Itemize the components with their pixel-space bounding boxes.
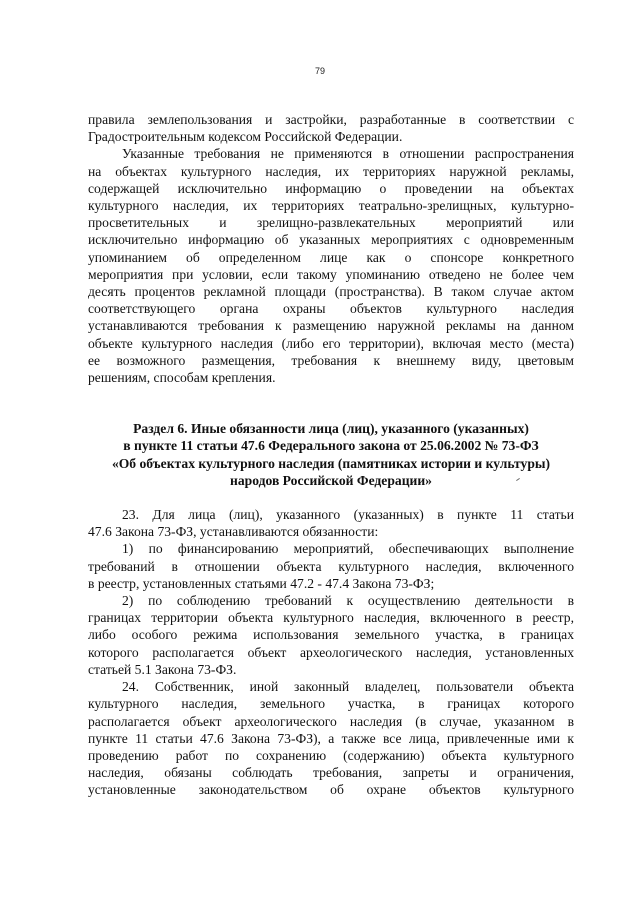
text-line: культурного наследия, земельного участка, в границах которого xyxy=(88,696,574,712)
text-line: мероприятия при условии, если такому упоминанию отведено не более чем xyxy=(88,266,574,282)
heading-line: «Об объектах культурного наследия (памятниках истории и культуры) xyxy=(111,455,551,471)
text-line: Указанные требования не применяются в отношении распространения xyxy=(122,146,574,162)
paragraph-23-item-2 xyxy=(88,592,574,678)
text-line: соответствующего органа охраны объектов культурного наследия xyxy=(88,301,574,317)
text-line: располагается объект археологического наследия (в случае, указанном в xyxy=(88,713,574,729)
text-line: ее возможного размещения, требования к внешнему виду, цветовым xyxy=(88,352,574,368)
page-body xyxy=(88,111,574,799)
text-line: десять процентов рекламной площади (пространства). В таком случае актом xyxy=(88,284,574,300)
text-line: исключительно информацию об указанных мероприятиях с одновременным xyxy=(88,232,574,248)
heading-line: Раздел 6. Иные обязанности лица (лиц), указанного (указанных) xyxy=(133,421,529,437)
text-line: либо особого режима использования земельного участка, в границах xyxy=(88,627,574,643)
paragraph-requirements-exception xyxy=(88,145,574,386)
text-line: требований в отношении объекта культурного наследия, включенного xyxy=(88,558,574,574)
section-heading xyxy=(88,420,574,489)
text-line: установленные законодательством об охране объектов культурного xyxy=(88,782,574,798)
text-line: 23. Для лица (лиц), указанного (указанных) в пункте 11 статьи xyxy=(122,507,574,523)
text-line: Градостроительным кодексом Российской Федерации. xyxy=(88,129,403,145)
text-line: просветительных и зрелищно-развлекательных мероприятий или xyxy=(88,215,574,231)
paragraph-23 xyxy=(88,506,574,540)
paragraph-continuation xyxy=(88,111,574,145)
text-line: границах территории объекта культурного наследия, включенного в реестр, xyxy=(88,610,574,626)
text-line: объекте культурного наследия (либо его территории), включая место (места) xyxy=(88,335,574,351)
paragraph-24 xyxy=(88,678,574,798)
page-number: 79 xyxy=(314,66,325,76)
text-line: правила землепользования и застройки, разработанные в соответствии с xyxy=(88,112,574,127)
text-line: наследия, обязаны соблюдать требования, запреты и ограничения, xyxy=(88,765,574,781)
text-line: решениям, способам крепления. xyxy=(88,370,276,386)
text-line: 2) по соблюдению требований к осуществлению деятельности в xyxy=(122,593,574,609)
text-line: упоминанием об определенном лице как о спонсоре конкретного xyxy=(88,249,574,265)
heading-line: народов Российской Федерации» xyxy=(230,472,432,488)
text-line: пункте 11 статьи 47.6 Закона 73-ФЗ), а также все лица, привлеченные ими к xyxy=(88,730,574,746)
text-line: которого располагается объект археологического наследия, установленных xyxy=(88,644,574,660)
text-line: 1) по финансированию мероприятий, обеспечивающих выполнение xyxy=(122,541,574,557)
text-line: 24. Собственник, иной законный владелец, пользователи объекта xyxy=(122,679,574,695)
text-line: устанавливаются требования к размещению наружной рекламы на данном xyxy=(88,318,574,334)
text-line: культурного наследия, их территориях театрально-зрелищных, культурно- xyxy=(88,198,574,214)
text-line: на объектах культурного наследия, их территориях наружной рекламы, xyxy=(88,163,574,179)
text-line: проведению работ по сохранению (содержанию) объекта культурного xyxy=(88,747,574,763)
heading-line: в пункте 11 статьи 47.6 Федерального закона от 25.06.2002 № 73-ФЗ xyxy=(123,438,539,454)
text-line: 47.6 Закона 73-ФЗ, устанавливаются обязанности: xyxy=(88,524,379,540)
text-line: статьей 5.1 Закона 73-ФЗ. xyxy=(88,661,237,677)
paragraph-23-item-1 xyxy=(88,540,574,592)
text-line: содержащей исключительно информацию о проведении на объектах xyxy=(88,180,574,196)
text-line: в реестр, установленных статьями 47.2 - 47.4 Закона 73-ФЗ; xyxy=(88,575,435,591)
